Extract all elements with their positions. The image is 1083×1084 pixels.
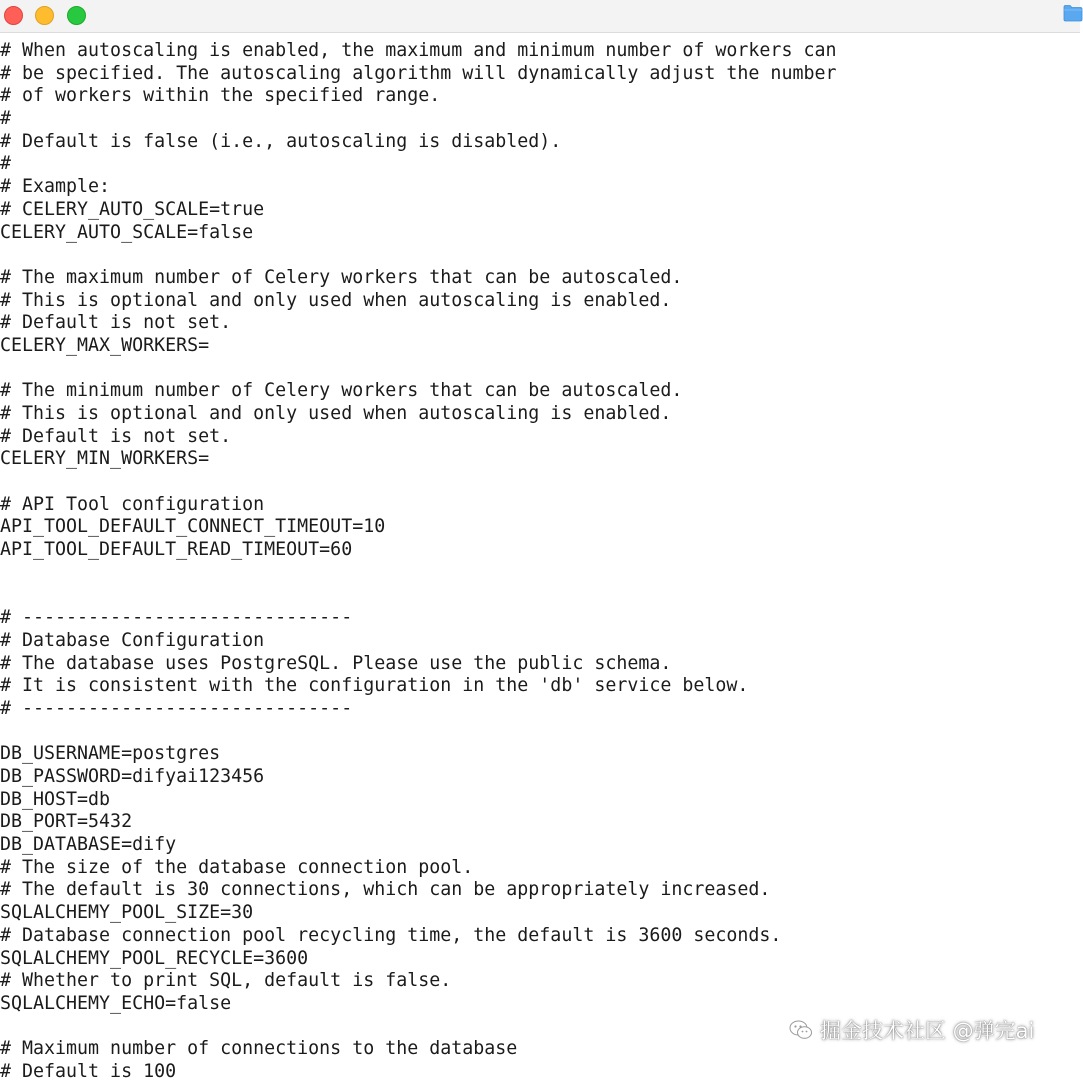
code-line[interactable]: # Database connection pool recycling time, the default is 3600 seconds. <box>0 924 782 946</box>
code-line[interactable]: # <box>0 108 12 130</box>
code-line[interactable]: # ------------------------------ <box>0 607 353 629</box>
watermark <box>788 1012 1034 1048</box>
code-line[interactable]: # When autoscaling is enabled, the maximum and minimum number of workers can <box>0 40 837 61</box>
code-line[interactable] <box>0 358 1080 381</box>
code-line[interactable]: # Default is not set. <box>0 425 232 447</box>
code-line[interactable]: # Maximum number of connections to the database <box>0 1038 518 1060</box>
code-line[interactable]: DB_HOST=db <box>0 788 111 810</box>
code-line[interactable]: # Default is false (i.e., autoscaling is disabled). <box>0 130 562 152</box>
code-line[interactable]: # The maximum number of Celery workers that can be autoscaled. <box>0 266 683 288</box>
code-line[interactable] <box>0 585 1080 608</box>
code-line[interactable]: # <box>0 153 12 175</box>
code-editor[interactable] <box>0 40 1080 1082</box>
code-line[interactable]: API_TOOL_DEFAULT_READ_TIMEOUT=60 <box>0 539 353 561</box>
code-line[interactable]: # be specified. The autoscaling algorithm will dynamically adjust the number <box>0 62 837 84</box>
watermark-text: 掘金技术社区 @弹完ai <box>820 1019 1035 1043</box>
code-line[interactable]: DB_USERNAME=postgres <box>0 743 221 765</box>
title-bar <box>0 0 1080 33</box>
code-line[interactable]: # The database uses PostgreSQL. Please use the public schema. <box>0 652 672 674</box>
code-line[interactable]: # It is consistent with the configuration in the 'db' service below. <box>0 675 749 697</box>
code-line[interactable]: # Example: <box>0 176 111 198</box>
code-line[interactable]: CELERY_MIN_WORKERS= <box>0 448 210 470</box>
code-line[interactable]: SQLALCHEMY_POOL_RECYCLE=3600 <box>0 947 309 969</box>
code-line[interactable] <box>0 721 1080 744</box>
folder-icon[interactable] <box>1063 4 1083 22</box>
wechat-logo-icon <box>788 1017 814 1043</box>
code-line[interactable]: # Default is 100 <box>0 1060 177 1082</box>
code-line[interactable]: DB_PORT=5432 <box>0 811 133 833</box>
code-line[interactable]: # This is optional and only used when autoscaling is enabled. <box>0 403 672 424</box>
code-line[interactable]: DB_PASSWORD=difyai123456 <box>0 766 265 787</box>
code-line[interactable]: API_TOOL_DEFAULT_CONNECT_TIMEOUT=10 <box>0 516 386 538</box>
code-line[interactable]: SQLALCHEMY_POOL_SIZE=30 <box>0 902 254 924</box>
minimize-window-button[interactable] <box>35 6 54 25</box>
code-line[interactable] <box>0 471 1080 494</box>
code-line[interactable]: DB_DATABASE=dify <box>0 834 177 856</box>
code-line[interactable]: CELERY_MAX_WORKERS= <box>0 334 210 356</box>
code-line[interactable]: # Default is not set. <box>0 312 232 334</box>
close-window-button[interactable] <box>4 6 23 25</box>
code-line[interactable]: # This is optional and only used when autoscaling is enabled. <box>0 289 672 311</box>
code-line[interactable]: # Whether to print SQL, default is false. <box>0 970 452 992</box>
code-line[interactable]: # API Tool configuration <box>0 493 265 515</box>
zoom-window-button[interactable] <box>67 6 86 25</box>
code-line[interactable]: SQLALCHEMY_ECHO=false <box>0 992 232 1014</box>
code-line[interactable] <box>0 562 1080 585</box>
code-line[interactable]: # The size of the database connection pool. <box>0 856 474 878</box>
code-line[interactable] <box>0 244 1080 267</box>
code-line[interactable]: # CELERY_AUTO_SCALE=true <box>0 198 265 220</box>
code-line[interactable]: # The default is 30 connections, which can be appropriately increased. <box>0 879 771 901</box>
code-line[interactable]: # Database Configuration <box>0 629 265 651</box>
code-line[interactable]: # ------------------------------ <box>0 697 353 719</box>
code-line[interactable]: CELERY_AUTO_SCALE=false <box>0 221 254 243</box>
code-line[interactable]: # of workers within the specified range. <box>0 85 441 107</box>
code-line[interactable]: # The minimum number of Celery workers that can be autoscaled. <box>0 380 683 402</box>
